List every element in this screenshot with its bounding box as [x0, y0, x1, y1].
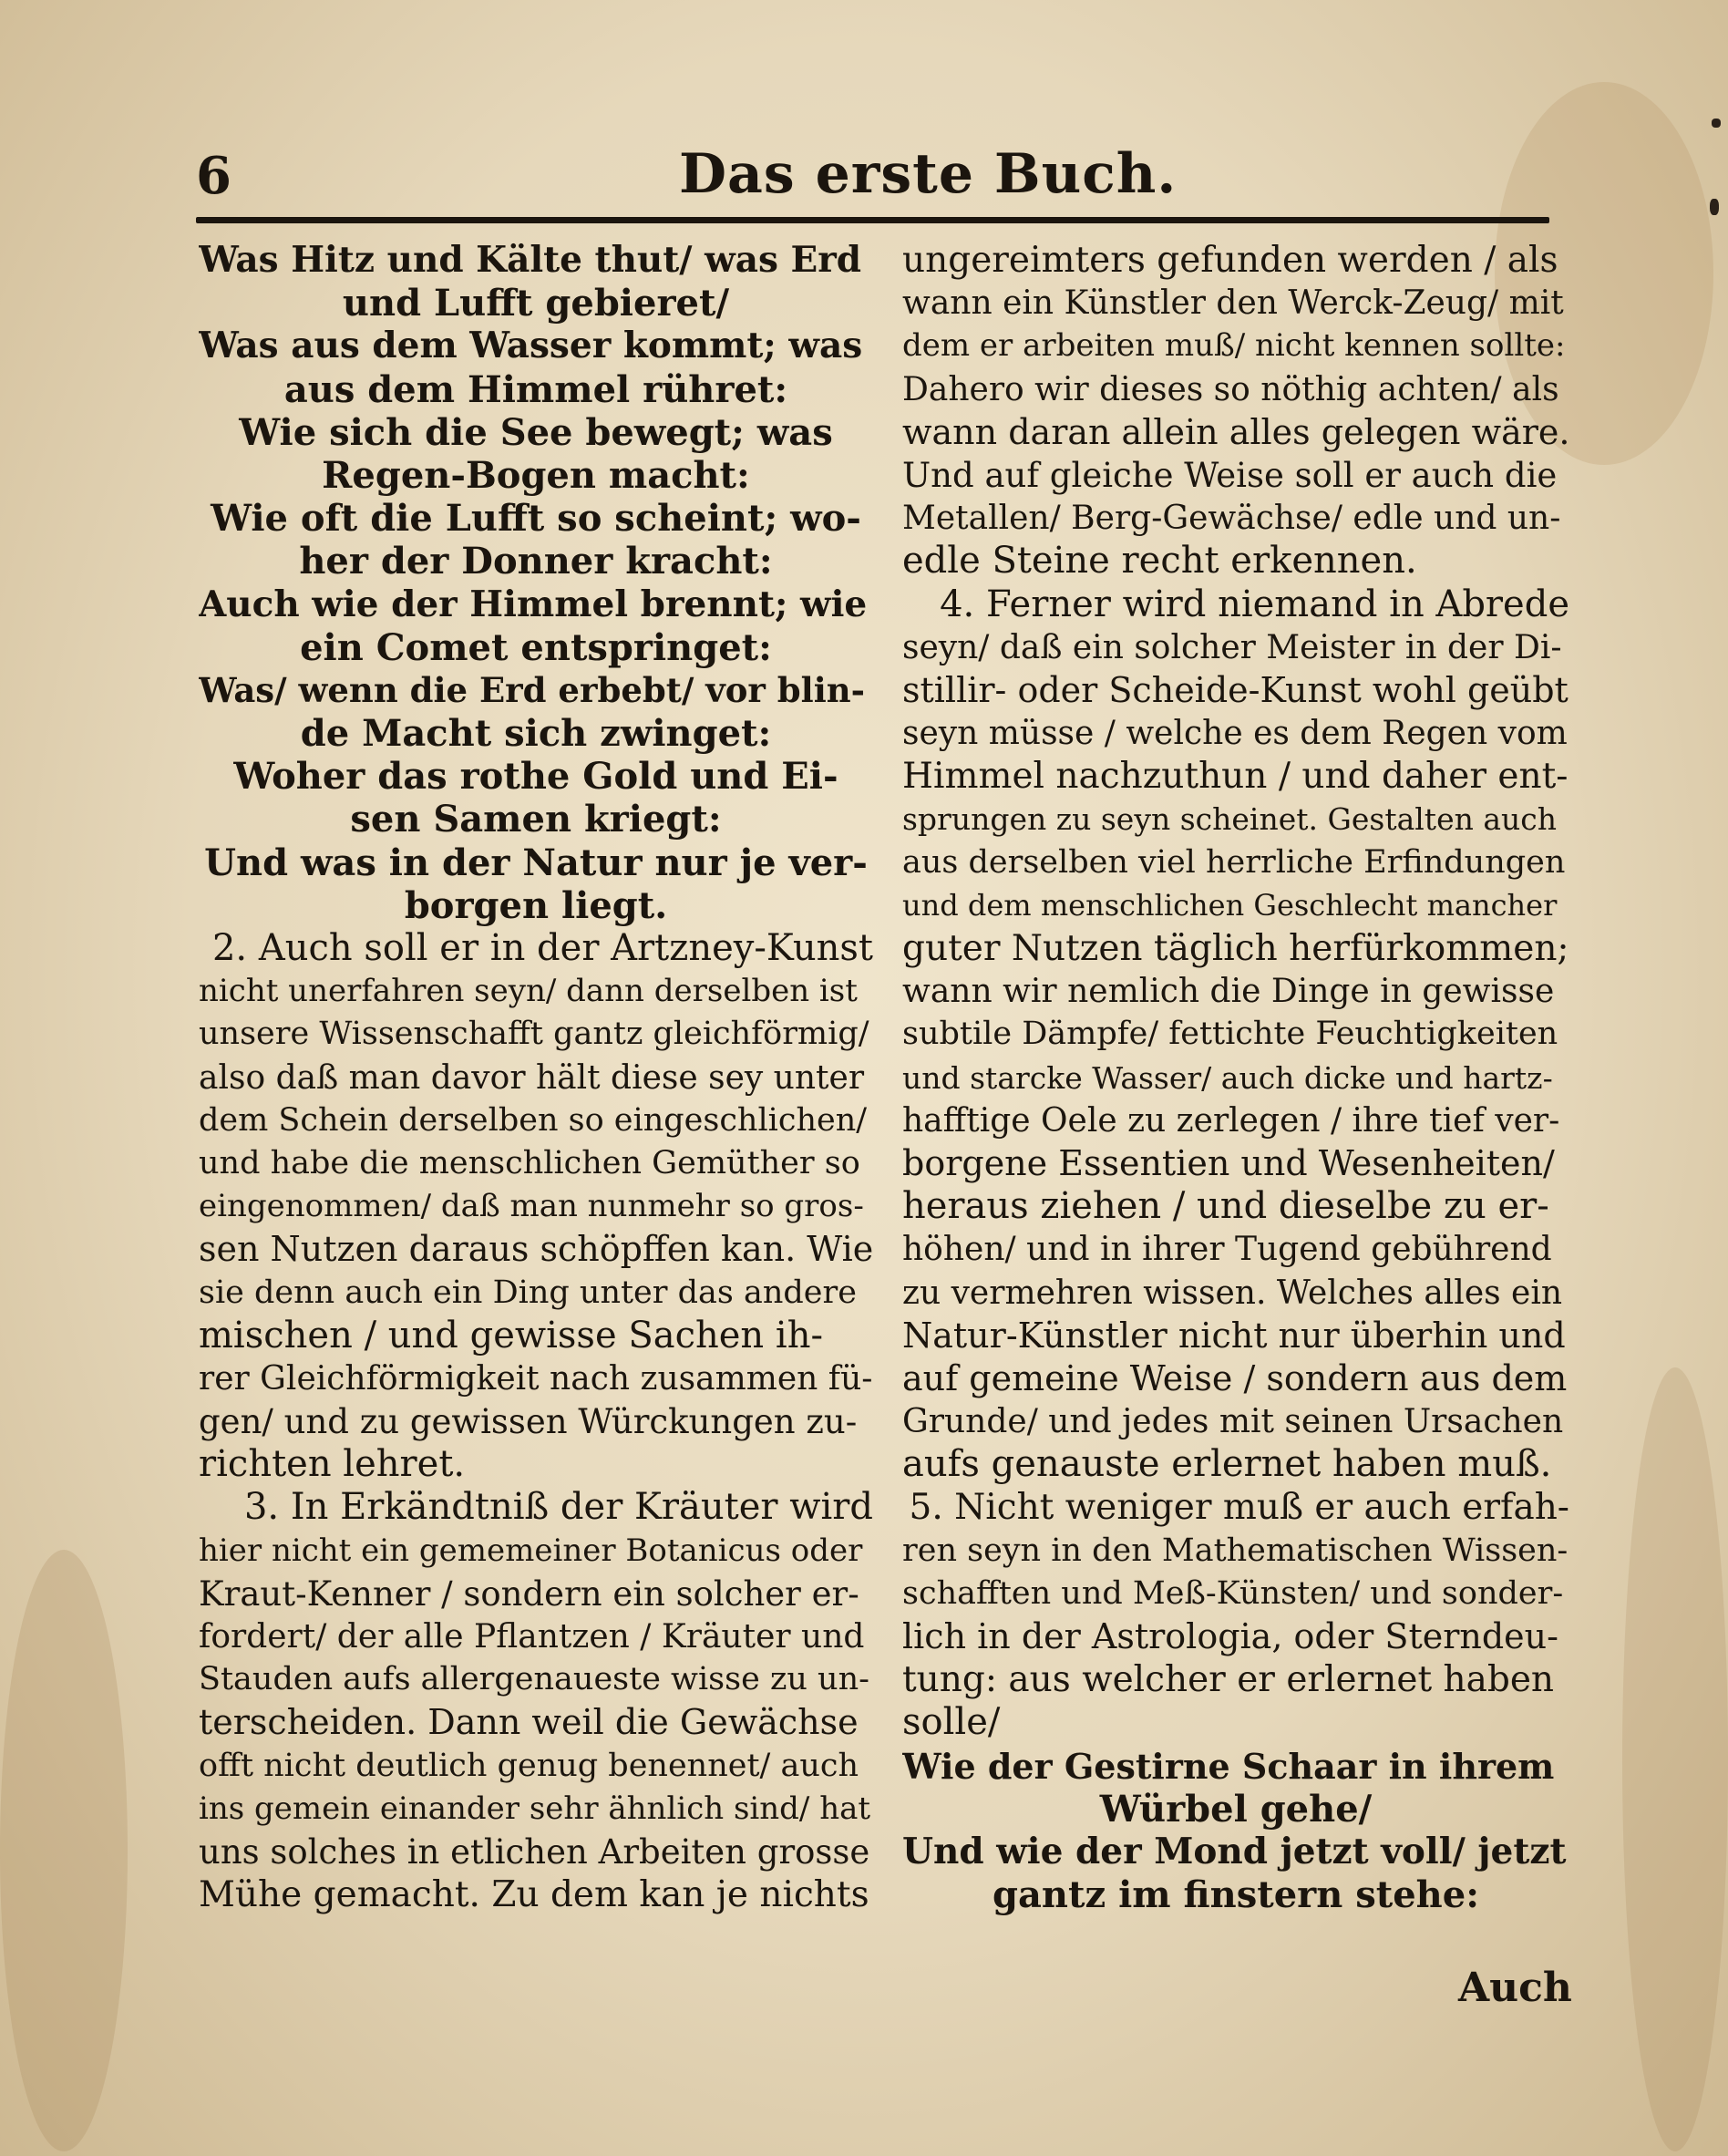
text-line: also daß man davor hält diese sey unter: [199, 1058, 865, 1097]
text-line: nicht unerfahren seyn/ dann derselben ist: [199, 973, 858, 1010]
ink-speck: [1712, 119, 1721, 128]
text-line: sen Nutzen daraus schöpffen kan. Wie: [199, 1229, 873, 1270]
verse-line: gantz im finstern stehe:: [993, 1873, 1479, 1917]
ink-speck: [1710, 199, 1719, 215]
text-line: Stauden aufs allergenaueste wisse zu un-: [199, 1661, 869, 1698]
verse-line: Und wie der Mond jetzt voll/ jetzt: [902, 1830, 1567, 1872]
text-line: schafften und Meß-Künsten/ und sonder-: [902, 1574, 1564, 1612]
text-line: Himmel nachzuthun / und daher ent-: [902, 756, 1569, 798]
text-line: dem Schein derselben so eingeschlichen/: [199, 1101, 868, 1139]
text-line: solle/: [902, 1701, 1001, 1744]
text-line: eingenommen/ daß man nunmehr so gros-: [199, 1188, 864, 1225]
verse-line: Wie der Gestirne Schaar in ihrem: [902, 1745, 1555, 1787]
text-line: gen/ und zu gewissen Würckungen zu-: [199, 1402, 858, 1442]
text-line: uns solches in etlichen Arbeiten grosse: [199, 1831, 870, 1872]
text-line: und dem menschlichen Geschlecht mancher: [902, 887, 1558, 923]
text-line: aufs genauste erlernet haben muß.: [902, 1443, 1552, 1486]
text-line: Mühe gemacht. Zu dem kan je nichts: [199, 1874, 869, 1916]
text-line: ungereimters gefunden werden / als: [902, 240, 1558, 281]
page-number: 6: [196, 146, 231, 206]
text-line: Kraut-Kenner / sondern ein solcher er-: [199, 1573, 859, 1614]
catchword: Auch: [1458, 1965, 1572, 2011]
text-line: stillir- oder Scheide-Kunst wohl geübt: [902, 669, 1569, 710]
verse-line: Wie sich die See bewegt; was: [239, 410, 833, 454]
text-line: offt nicht deutlich genug benennet/ auch: [199, 1747, 859, 1784]
running-title: Das erste Buch.: [679, 142, 1178, 206]
text-line: terscheiden. Dann weil die Gewächse: [199, 1702, 859, 1743]
text-line: lich in der Astrologia, oder Sterndeu-: [902, 1616, 1558, 1656]
header-rule: [196, 217, 1549, 223]
verse-line: sen Samen kriegt:: [350, 798, 722, 841]
verse-line: Regen-Bogen macht:: [322, 453, 750, 497]
text-line: borgene Essentien und Wesenheiten/: [902, 1142, 1555, 1183]
text-line: auf gemeine Weise / sondern aus dem: [902, 1357, 1568, 1398]
page-header: [196, 137, 1554, 210]
paper-stain: [0, 1550, 128, 2151]
verse-line: ein Comet entspringet:: [300, 625, 772, 669]
paper-stain: [1622, 1367, 1728, 2151]
text-line: 2. Auch soll er in der Artzney-Kunst: [211, 927, 873, 969]
text-line: 5. Nicht weniger muß er auch erfah-: [909, 1487, 1569, 1529]
text-line: sprungen zu seyn scheinet. Gestalten auch: [902, 801, 1558, 838]
text-line: wann daran allein alles gelegen wäre.: [902, 411, 1569, 452]
verse-line: her der Donner kracht:: [299, 540, 773, 583]
text-line: Und auf gleiche Weise soll er auch die: [902, 455, 1558, 495]
text-line: und habe die menschlichen Gemüther so: [199, 1144, 860, 1181]
text-line: wann ein Künstler den Werck-Zeug/ mit: [902, 284, 1564, 323]
text-line: sie denn auch ein Ding unter das andere: [199, 1274, 857, 1311]
text-line: tung: aus welcher er erlernet haben: [902, 1659, 1555, 1701]
verse-line: Was aus dem Wasser kommt; was: [199, 325, 863, 367]
text-line: und starcke Wasser/ auch dicke und hartz-: [902, 1059, 1553, 1096]
verse-line: und Lufft gebieret/: [342, 282, 730, 325]
verse-line: de Macht sich zwinget:: [300, 712, 772, 756]
text-line: guter Nutzen täglich herfürkommen;: [902, 928, 1569, 969]
text-line: Natur-Künstler nicht nur überhin und: [902, 1315, 1566, 1356]
text-line: Grunde/ und jedes mit seinen Ursachen: [902, 1403, 1564, 1441]
text-line: 3. In Erkändtniß der Kräuter wird: [243, 1486, 873, 1529]
text-line: rer Gleichförmigkeit nach zusammen fü-: [199, 1359, 873, 1398]
verse-line: Wie oft die Lufft so scheint; wo-: [211, 497, 861, 541]
text-line: Dahero wir dieses so nöthig achten/ als: [902, 370, 1559, 408]
text-line: mischen / und gewisse Sachen ih-: [199, 1314, 823, 1357]
text-line: zu vermehren wissen. Welches alles ein: [902, 1274, 1563, 1312]
text-line: fordert/ der alle Pflantzen / Kräuter und: [199, 1618, 865, 1656]
verse-line: borgen liegt.: [404, 883, 668, 927]
text-line: aus derselben viel herrliche Erfindungen: [902, 843, 1566, 881]
verse-line: Woher das rothe Gold und Ei-: [233, 755, 838, 799]
verse-line: Und was in der Natur nur je ver-: [204, 841, 868, 884]
text-line: seyn müsse / welche es dem Regen vom: [902, 715, 1568, 753]
text-line: unsere Wissenschafft gantz gleichförmig/: [199, 1016, 869, 1053]
text-line: höhen/ und in ihrer Tugend gebührend: [902, 1231, 1552, 1269]
text-line: ins gemein einander sehr ähnlich sind/ hat: [199, 1790, 871, 1827]
left-column: [199, 239, 873, 1916]
text-line: 4. Ferner wird niemand in Abrede: [940, 583, 1569, 625]
text-line: dem er arbeiten muß/ nicht kennen sollte:: [902, 327, 1566, 365]
text-line: hier nicht ein gememeiner Botanicus oder: [199, 1532, 863, 1569]
right-column: [902, 239, 1569, 1916]
verse-line: Was/ wenn die Erd erbebt/ vor blin-: [199, 669, 866, 710]
text-line: wann wir nemlich die Dinge in gewisse: [902, 973, 1555, 1011]
text-line: ren seyn in den Mathematischen Wissen-: [902, 1532, 1569, 1569]
text-line: heraus ziehen / und dieselbe zu er-: [902, 1185, 1549, 1228]
text-line: edle Steine recht erkennen.: [902, 540, 1417, 583]
text-line: richten lehret.: [199, 1443, 466, 1486]
verse-line: Auch wie der Himmel brennt; wie: [199, 583, 868, 625]
text-line: seyn/ daß ein solcher Meister in der Di-: [902, 628, 1562, 666]
text-line: hafftige Oele zu zerlegen / ihre tief ver-: [902, 1101, 1560, 1140]
verse-line: Würbel gehe/: [1099, 1787, 1373, 1831]
verse-line: aus dem Himmel rühret:: [283, 367, 788, 411]
text-line: subtile Dämpfe/ fettichte Feuchtigkeiten: [902, 1016, 1558, 1053]
verse-line: Was Hitz und Kälte thut/ was Erd: [199, 239, 862, 281]
text-line: Metallen/ Berg-Gewächse/ edle und un-: [902, 500, 1561, 538]
